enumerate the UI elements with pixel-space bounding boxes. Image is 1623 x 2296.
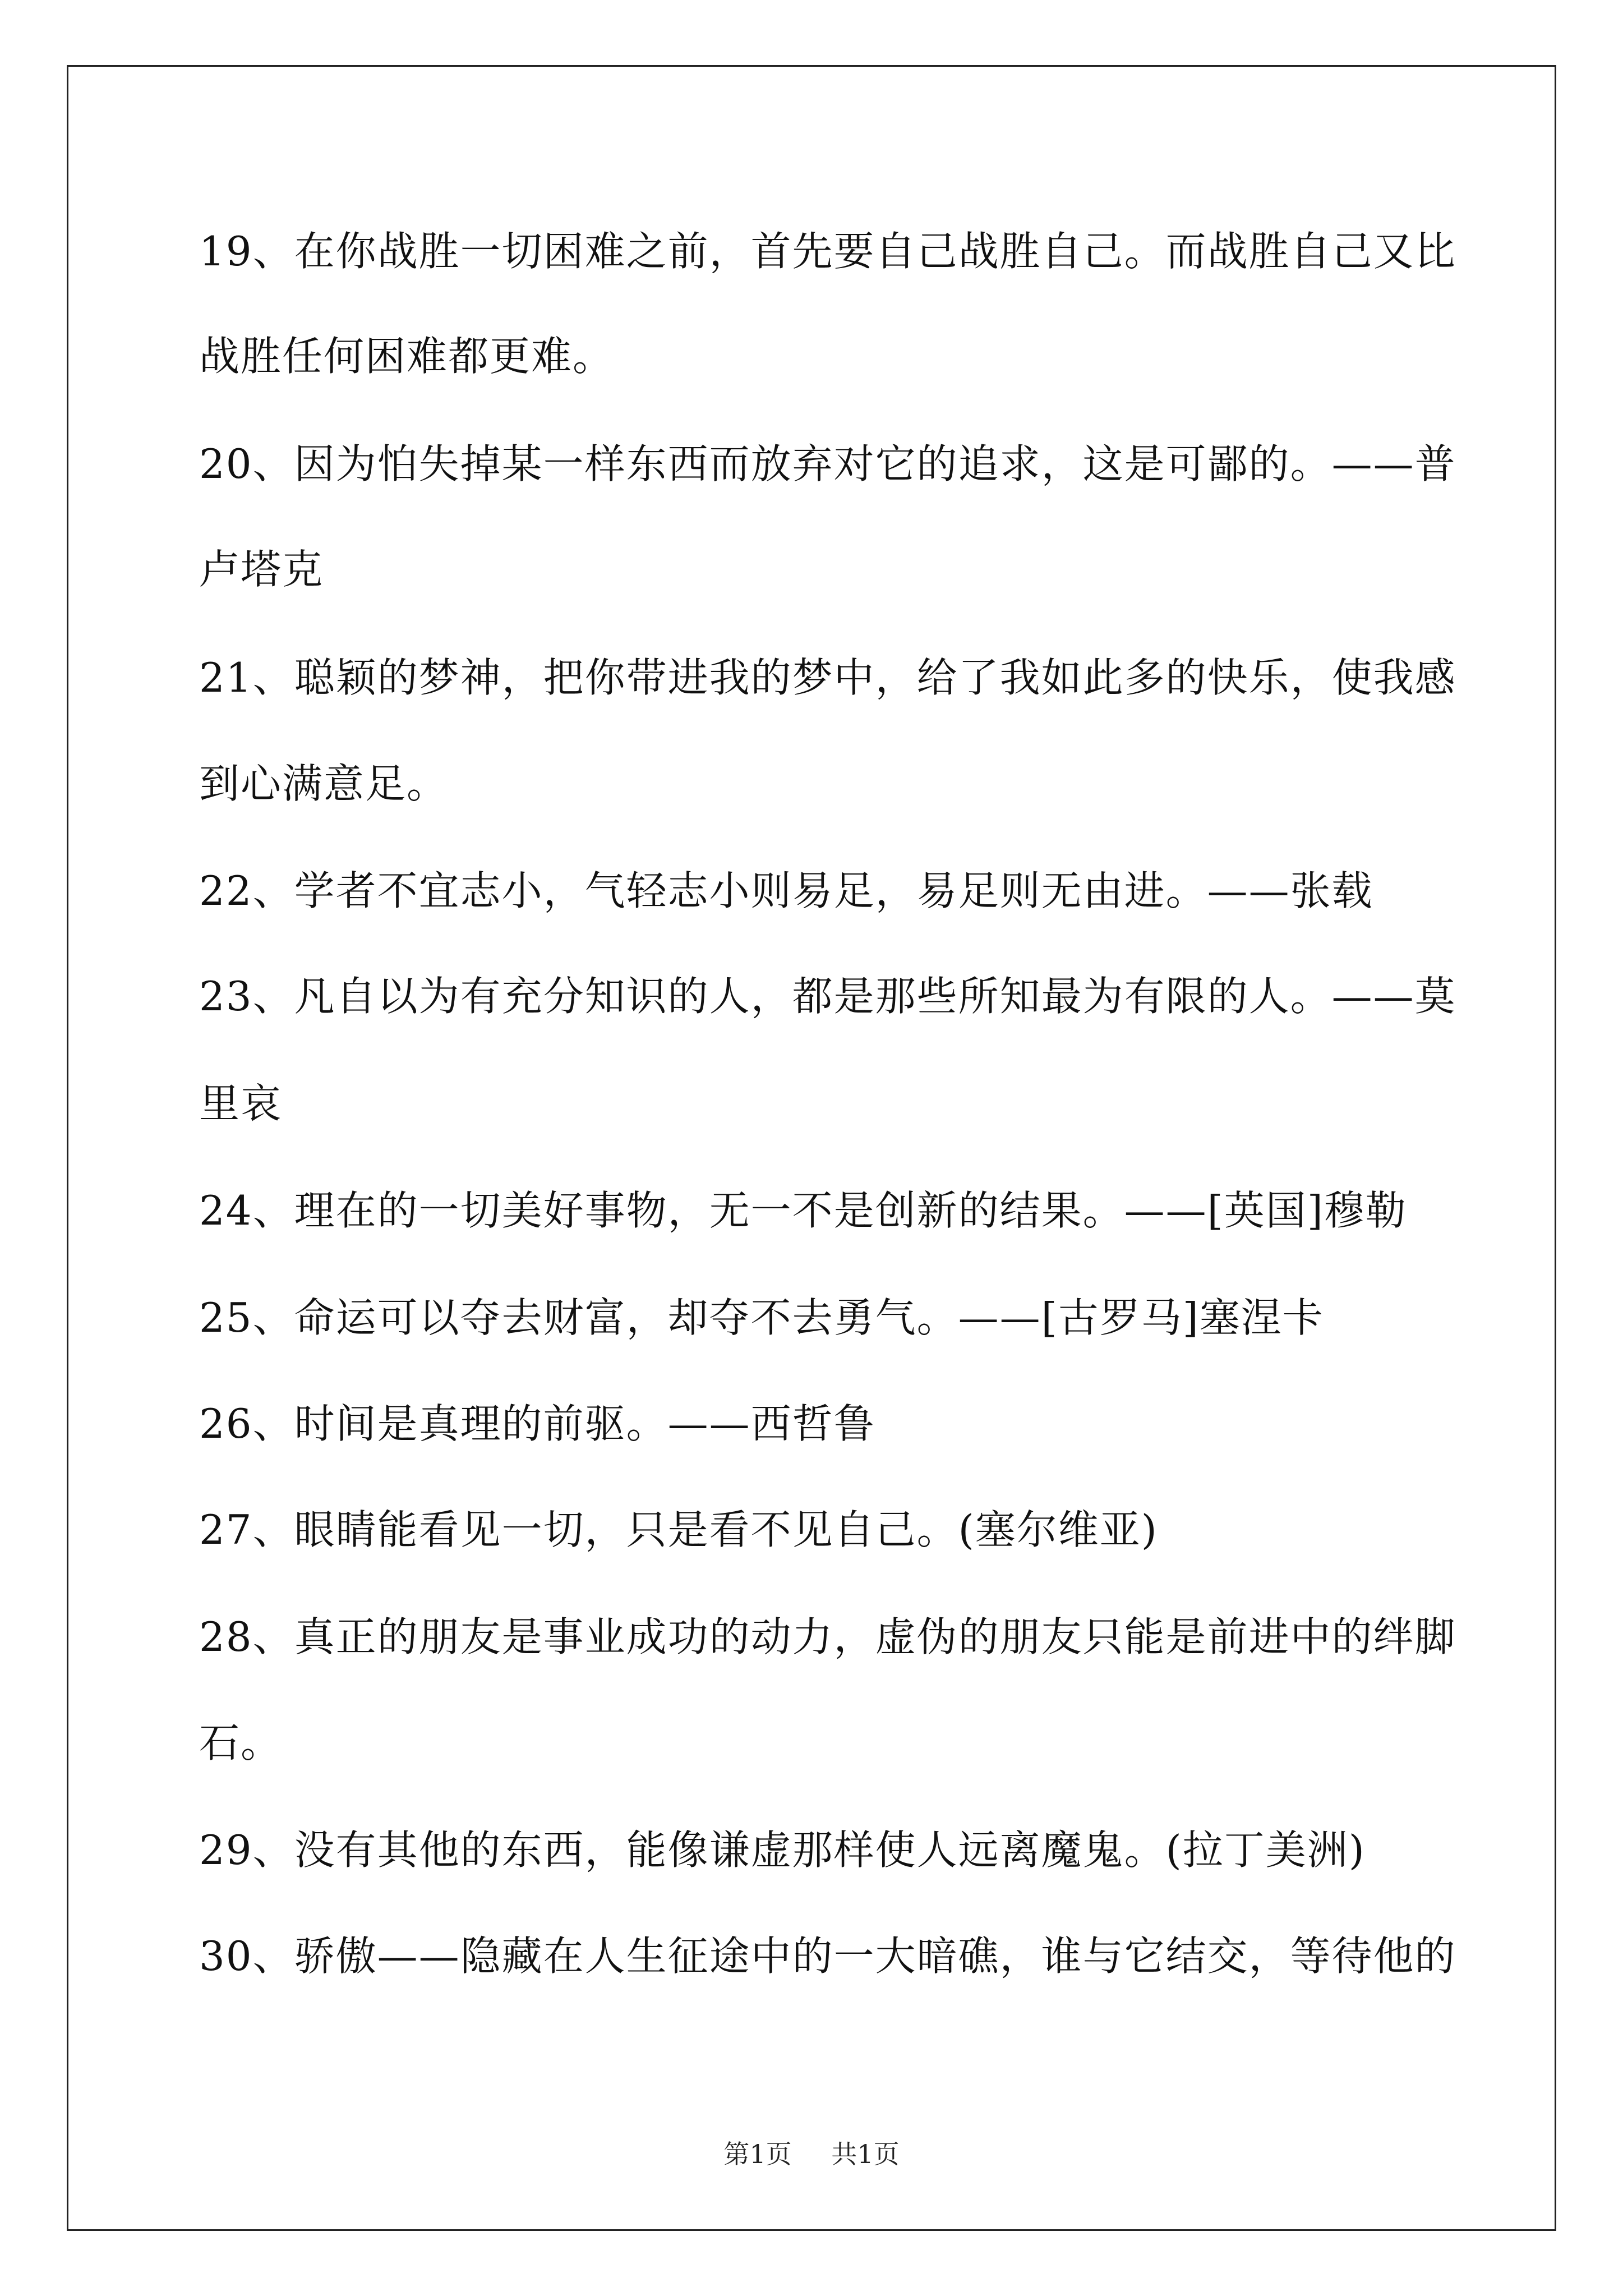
text-line: 石。 [199,1719,283,1766]
text-line: 21、聪颖的梦神，把你带进我的梦中，给了我如此多的快乐，使我感 [199,654,1456,701]
text-line: 29、没有其他的东西，能像谦虚那样使人远离魔鬼。(拉丁美洲) [199,1826,1366,1874]
page-total: 共1页 [831,2139,900,2169]
text-line: 到心满意足。 [199,760,449,807]
text-line: 19、在你战胜一切困难之前，首先要自己战胜自己。而战胜自己又比 [199,228,1456,275]
text-line: 25、命运可以夺去财富，却夺不去勇气。——[古罗马]塞涅卡 [199,1294,1324,1341]
text-line: 22、学者不宜志小，气轻志小则易足，易足则无由进。——张载 [199,867,1373,914]
text-line: 26、时间是真理的前驱。——西哲鲁 [199,1400,875,1447]
text-line: 里哀 [199,1080,283,1127]
text-line: 战胜任何困难都更难。 [199,333,615,380]
text-line: 24、理在的一切美好事物，无一不是创新的结果。——[英国]穆勒 [199,1187,1407,1234]
page-footer [0,2137,1623,2171]
page-border [67,65,1556,2231]
text-line: 卢塔克 [199,546,324,593]
text-line: 28、真正的朋友是事业成功的动力，虚伪的朋友只能是前进中的绊脚 [199,1613,1456,1660]
text-line: 20、因为怕失掉某一样东西而放弃对它的追求，这是可鄙的。——普 [199,440,1456,487]
text-line: 27、眼睛能看见一切，只是看不见自己。(塞尔维亚) [199,1506,1158,1553]
text-line: 30、骄傲——隐藏在人生征途中的一大暗礁，谁与它结交，等待他的 [199,1932,1456,1980]
text-line: 23、凡自以为有充分知识的人，都是那些所知最为有限的人。——莫 [199,973,1456,1020]
page-number: 第1页 [723,2139,792,2169]
